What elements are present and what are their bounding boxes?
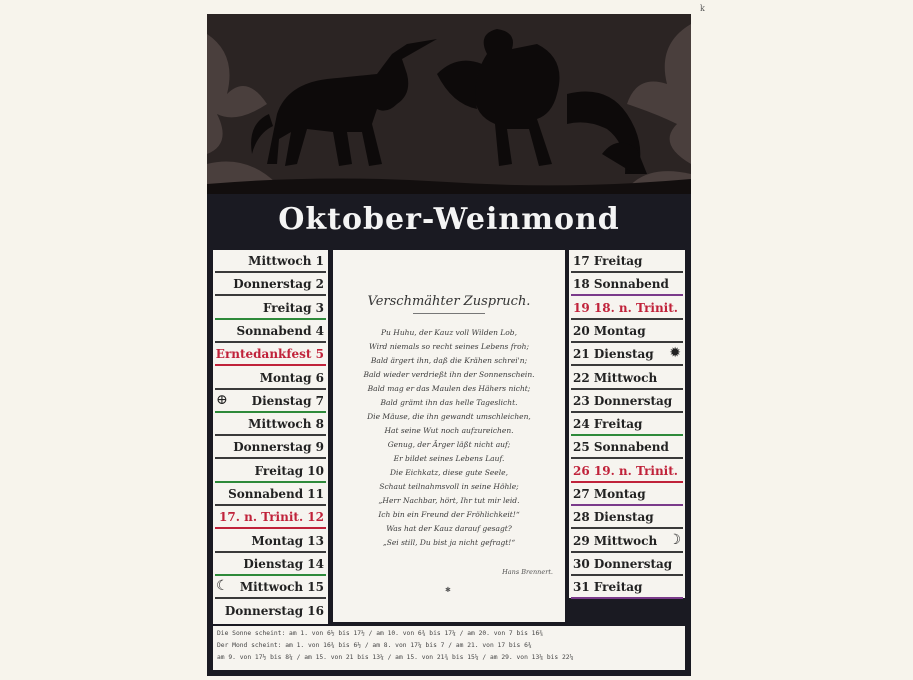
poem-line: Bald wieder verdrießt ihn der Sonnenschein.	[363, 370, 535, 379]
right-day-row	[569, 506, 685, 529]
right-day-label: 30 Donnerstag	[573, 556, 673, 571]
left-day-label: Mittwoch 8	[248, 417, 324, 432]
right-day-label: 22 Mittwoch	[573, 370, 658, 385]
poem-author: Hans Brennert.	[502, 568, 553, 576]
first-quarter-moon-icon: ☽	[668, 531, 681, 548]
right-day-row	[569, 413, 685, 436]
right-day-row	[569, 553, 685, 576]
banner-illustration	[207, 14, 691, 194]
left-day-row	[213, 530, 328, 553]
left-day-row	[213, 600, 328, 623]
left-day-label: 17. n. Trinit. 12	[219, 510, 324, 525]
left-day-label: Sonnabend 11	[228, 487, 324, 501]
right-day-label: 24 Freitag	[573, 417, 643, 432]
left-day-row	[213, 390, 328, 413]
poem-line: Bald ärgert ihn, daß die Krähen schrei'n;	[370, 356, 528, 365]
poem-line: Die Eichkatz, diese gute Seele,	[390, 468, 508, 477]
left-day-label: Freitag 10	[254, 463, 324, 478]
right-day-row	[569, 436, 685, 459]
poem-line: Bald mag er das Maulen des Hähers nicht;	[367, 384, 531, 393]
left-day-row	[213, 506, 328, 529]
right-day-label: 23 Donnerstag	[573, 393, 673, 408]
left-day-label: Erntedankfest 5	[215, 347, 324, 362]
calendar-page	[207, 14, 691, 676]
left-day-label: Donnerstag 16	[224, 603, 324, 618]
left-day-row	[213, 483, 328, 506]
left-day-label: Donnerstag 2	[233, 277, 324, 292]
right-day-row	[569, 530, 685, 553]
left-day-row	[213, 273, 328, 296]
right-day-row	[569, 483, 685, 506]
right-day-label: 28 Dienstag	[573, 510, 654, 525]
left-day-row	[213, 297, 328, 320]
poem-line: Bald grämt ihn das helle Tageslicht.	[380, 398, 518, 407]
full-moon-icon: ⊕	[216, 391, 228, 408]
right-day-label: 17 Freitag	[573, 254, 643, 268]
poem-line: Die Mäuse, die ihn gewandt umschleichen,	[367, 412, 531, 421]
right-day-label: 31 Freitag	[573, 580, 643, 595]
right-day-label: 27 Montag	[573, 487, 646, 501]
footer-line: am 9. von 17½ bis 8¼ / am 15. von 21 bis 13¼ / am 15. von 21¾ bis 15¼ / am 29. von 13¼ bis 22¼	[217, 654, 574, 661]
footer-line: Der Mond scheint: am 1. von 16¾ bis 6½ / am 8. von 17¼ bis 7 / am 21. von 17 bis 6¾	[217, 642, 532, 649]
title-bar	[207, 194, 691, 246]
poem-line: Ich bin ein Freund der Fröhlichkeit!“	[378, 510, 520, 519]
right-day-row	[569, 250, 685, 273]
last-quarter-moon-icon: ☾	[216, 578, 229, 595]
left-day-label: Donnerstag 9	[233, 440, 324, 455]
right-day-row	[569, 273, 685, 296]
poem-lines	[343, 326, 555, 550]
left-day-label: Mittwoch 15	[239, 580, 324, 595]
left-day-label: Montag 13	[251, 533, 324, 548]
left-day-row	[213, 250, 328, 273]
right-day-label: 18 Sonnabend	[573, 277, 669, 292]
left-day-row	[213, 320, 328, 343]
day-divider	[571, 597, 683, 599]
right-day-label: 25 Sonnabend	[573, 440, 669, 455]
footer-line: Die Sonne scheint: am 1. von 6½ bis 17½ / am 10. von 6¾ bis 17¼ / am 20. von 7 bis 16¾	[217, 630, 544, 637]
unicorn-and-griffin-silhouette	[207, 14, 691, 194]
left-day-label: Montag 6	[259, 370, 324, 385]
left-day-label: Sonnabend 4	[236, 323, 324, 338]
poem-line: Er bildet seines Lebens Lauf.	[393, 454, 505, 463]
right-day-row	[569, 367, 685, 390]
poem-title: Verschmähter Zuspruch.	[367, 294, 531, 309]
left-day-row	[213, 553, 328, 576]
right-day-row	[569, 576, 685, 599]
right-days-column	[569, 250, 685, 598]
right-day-label: 26 19. n. Trinit.	[573, 463, 678, 478]
right-day-label: 19 18. n. Trinit.	[573, 300, 678, 315]
left-day-label: Dienstag 14	[243, 556, 324, 571]
sun-moon-footer	[213, 626, 685, 670]
new-moon-icon: ✹	[669, 345, 681, 362]
left-day-row	[213, 343, 328, 366]
left-day-row	[213, 367, 328, 390]
left-day-row	[213, 436, 328, 459]
right-day-row	[569, 460, 685, 483]
left-day-label: Freitag 3	[262, 300, 324, 315]
poem-line: Genug, der Ärger läßt nicht auf;	[387, 440, 511, 449]
left-day-row	[213, 413, 328, 436]
poem-title-rule	[413, 313, 485, 314]
right-day-label: 29 Mittwoch	[573, 533, 658, 548]
right-day-row	[569, 390, 685, 413]
poem-line: Was hat der Kauz darauf gesagt?	[386, 524, 512, 533]
poem-line: Wird niemals so recht seines Lebens froh;	[369, 342, 529, 351]
right-day-label: 21 Dienstag	[573, 347, 654, 362]
right-day-row	[569, 320, 685, 343]
page-title: Oktober-Weinmond	[278, 202, 620, 237]
poem-line: „Herr Nachbar, hört, Ihr tut mir leid.	[378, 496, 520, 505]
corner-mark: k	[700, 4, 705, 13]
right-day-label: 20 Montag	[573, 323, 646, 338]
left-day-label: Dienstag 7	[251, 393, 324, 408]
left-day-row	[213, 460, 328, 483]
poem-line: Hat seine Wut noch aufzureichen.	[384, 426, 514, 435]
poem-line: „Sei still, Du bist ja nicht gefragt!“	[382, 538, 516, 547]
left-day-label: Mittwoch 1	[248, 254, 324, 268]
right-day-row	[569, 343, 685, 366]
poem-line: Schaut teilnahmsvoll in seine Höhle;	[379, 482, 519, 491]
poem-line: Pu Huhu, der Kauz voll Wilden Lob,	[381, 328, 517, 337]
left-days-column	[213, 250, 328, 624]
left-day-row	[213, 576, 328, 599]
poem-box	[333, 250, 565, 622]
poem-ornament: ✱	[445, 586, 451, 594]
right-day-row	[569, 297, 685, 320]
